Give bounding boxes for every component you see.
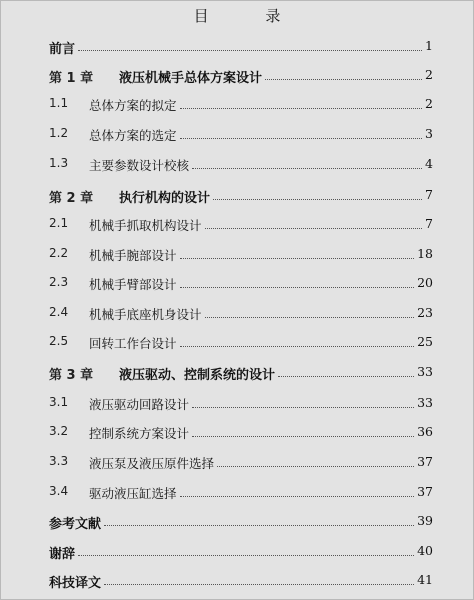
toc-entry-page-number: 33 bbox=[417, 364, 433, 379]
toc-entry-page-number: 18 bbox=[417, 246, 433, 261]
toc-entry-number: 2.2 bbox=[49, 246, 69, 260]
toc-entry-page-number: 4 bbox=[425, 156, 433, 171]
toc-dot-leader bbox=[217, 466, 414, 467]
toc-entry-number: 第 2 章 bbox=[49, 191, 94, 206]
toc-entry[interactable] bbox=[1, 65, 473, 85]
toc-entry[interactable] bbox=[1, 36, 473, 56]
toc-entry[interactable] bbox=[1, 303, 473, 323]
toc-entry[interactable] bbox=[1, 94, 473, 114]
toc-entry-page-number: 7 bbox=[425, 187, 433, 202]
toc-dot-leader bbox=[180, 287, 415, 288]
toc-dot-leader bbox=[78, 555, 414, 556]
toc-entry[interactable] bbox=[1, 511, 473, 531]
toc-entry[interactable] bbox=[1, 362, 473, 382]
toc-dot-leader bbox=[265, 79, 422, 80]
toc-entry-label: 机械手腕部设计 bbox=[89, 248, 177, 263]
toc-entry-label: 驱动液压缸选择 bbox=[89, 486, 177, 501]
toc-dot-leader bbox=[205, 228, 423, 229]
toc-entry-number: 1.2 bbox=[49, 126, 69, 140]
toc-entry[interactable] bbox=[1, 570, 473, 590]
toc-entry-number: 3.2 bbox=[49, 424, 69, 438]
toc-entry-label: 执行机构的设计 bbox=[119, 191, 211, 206]
toc-entry-number: 2.3 bbox=[49, 275, 69, 289]
toc-entry-number: 2.5 bbox=[49, 334, 69, 348]
toc-entry-page-number: 41 bbox=[417, 572, 433, 587]
toc-dot-leader bbox=[180, 258, 415, 259]
toc-dot-leader bbox=[192, 407, 414, 408]
toc-entry-number: 2.4 bbox=[49, 305, 69, 319]
toc-entry-label: 科技译文 bbox=[49, 576, 102, 591]
toc-entry[interactable] bbox=[1, 332, 473, 352]
toc-entry-label: 机械手臂部设计 bbox=[89, 277, 177, 292]
toc-entry-page-number: 37 bbox=[417, 454, 433, 469]
toc-entry-number: 2.1 bbox=[49, 216, 69, 230]
toc-dot-leader bbox=[180, 346, 415, 347]
toc-entry-label: 回转工作台设计 bbox=[89, 336, 177, 351]
toc-entry-page-number: 36 bbox=[417, 424, 433, 439]
toc-entry-label: 参考文献 bbox=[49, 517, 102, 532]
toc-entry-label: 谢辞 bbox=[49, 547, 76, 562]
toc-entry[interactable] bbox=[1, 393, 473, 413]
toc-entry-number: 第 1 章 bbox=[49, 71, 94, 86]
toc-entry-number: 3.1 bbox=[49, 395, 69, 409]
toc-entry-label: 主要参数设计校核 bbox=[89, 158, 190, 173]
toc-entry[interactable] bbox=[1, 482, 473, 502]
toc-dot-leader bbox=[180, 108, 423, 109]
toc-dot-leader bbox=[78, 50, 422, 51]
toc-entry-label: 控制系统方案设计 bbox=[89, 426, 190, 441]
toc-entry-label: 机械手底座机身设计 bbox=[89, 307, 202, 322]
toc-entry-page-number: 20 bbox=[417, 275, 433, 290]
toc-entry-number: 3.3 bbox=[49, 454, 69, 468]
toc-dot-leader bbox=[180, 138, 423, 139]
toc-entry[interactable] bbox=[1, 214, 473, 234]
toc-entry-label: 前言 bbox=[49, 42, 76, 57]
toc-dot-leader bbox=[192, 436, 414, 437]
toc-dot-leader bbox=[180, 496, 415, 497]
toc-entry-page-number: 1 bbox=[425, 38, 433, 53]
toc-entry[interactable] bbox=[1, 185, 473, 205]
toc-entry[interactable] bbox=[1, 154, 473, 174]
toc-entry-label: 机械手抓取机构设计 bbox=[89, 218, 202, 233]
toc-title: 目 录 bbox=[193, 7, 307, 25]
toc-entry-page-number: 40 bbox=[417, 543, 433, 558]
toc-entry[interactable] bbox=[1, 452, 473, 472]
toc-dot-leader bbox=[192, 168, 422, 169]
toc-entry-number: 3.4 bbox=[49, 484, 69, 498]
toc-entry-label: 总体方案的拟定 bbox=[89, 98, 177, 113]
toc-entry-label: 液压泵及液压原件选择 bbox=[89, 456, 215, 471]
toc-entry-label: 液压驱动、控制系统的设计 bbox=[119, 368, 276, 383]
toc-entry[interactable] bbox=[1, 124, 473, 144]
toc-entry-label: 总体方案的选定 bbox=[89, 128, 177, 143]
toc-entry-page-number: 37 bbox=[417, 484, 433, 499]
toc-entry-label: 液压机械手总体方案设计 bbox=[119, 71, 263, 86]
toc-entry[interactable] bbox=[1, 273, 473, 293]
toc-entry-number: 第 3 章 bbox=[49, 368, 94, 383]
toc-entry-number: 1.1 bbox=[49, 96, 69, 110]
toc-entry-page-number: 25 bbox=[417, 334, 433, 349]
toc-entry[interactable] bbox=[1, 422, 473, 442]
toc-dot-leader bbox=[205, 317, 415, 318]
toc-entry-page-number: 2 bbox=[425, 67, 433, 82]
toc-dot-leader bbox=[104, 525, 414, 526]
toc-entry-page-number: 3 bbox=[425, 126, 433, 141]
toc-entry-page-number: 23 bbox=[417, 305, 433, 320]
toc-entry-page-number: 7 bbox=[425, 216, 433, 231]
toc-entry[interactable] bbox=[1, 541, 473, 561]
toc-entry-page-number: 39 bbox=[417, 513, 433, 528]
toc-entry[interactable] bbox=[1, 244, 473, 264]
toc-entry-page-number: 2 bbox=[425, 96, 433, 111]
toc-entry-page-number: 33 bbox=[417, 395, 433, 410]
toc-dot-leader bbox=[213, 199, 422, 200]
toc-dot-leader bbox=[278, 376, 414, 377]
toc-entry-number: 1.3 bbox=[49, 156, 69, 170]
toc-entry-label: 液压驱动回路设计 bbox=[89, 397, 190, 412]
toc-dot-leader bbox=[104, 584, 414, 585]
